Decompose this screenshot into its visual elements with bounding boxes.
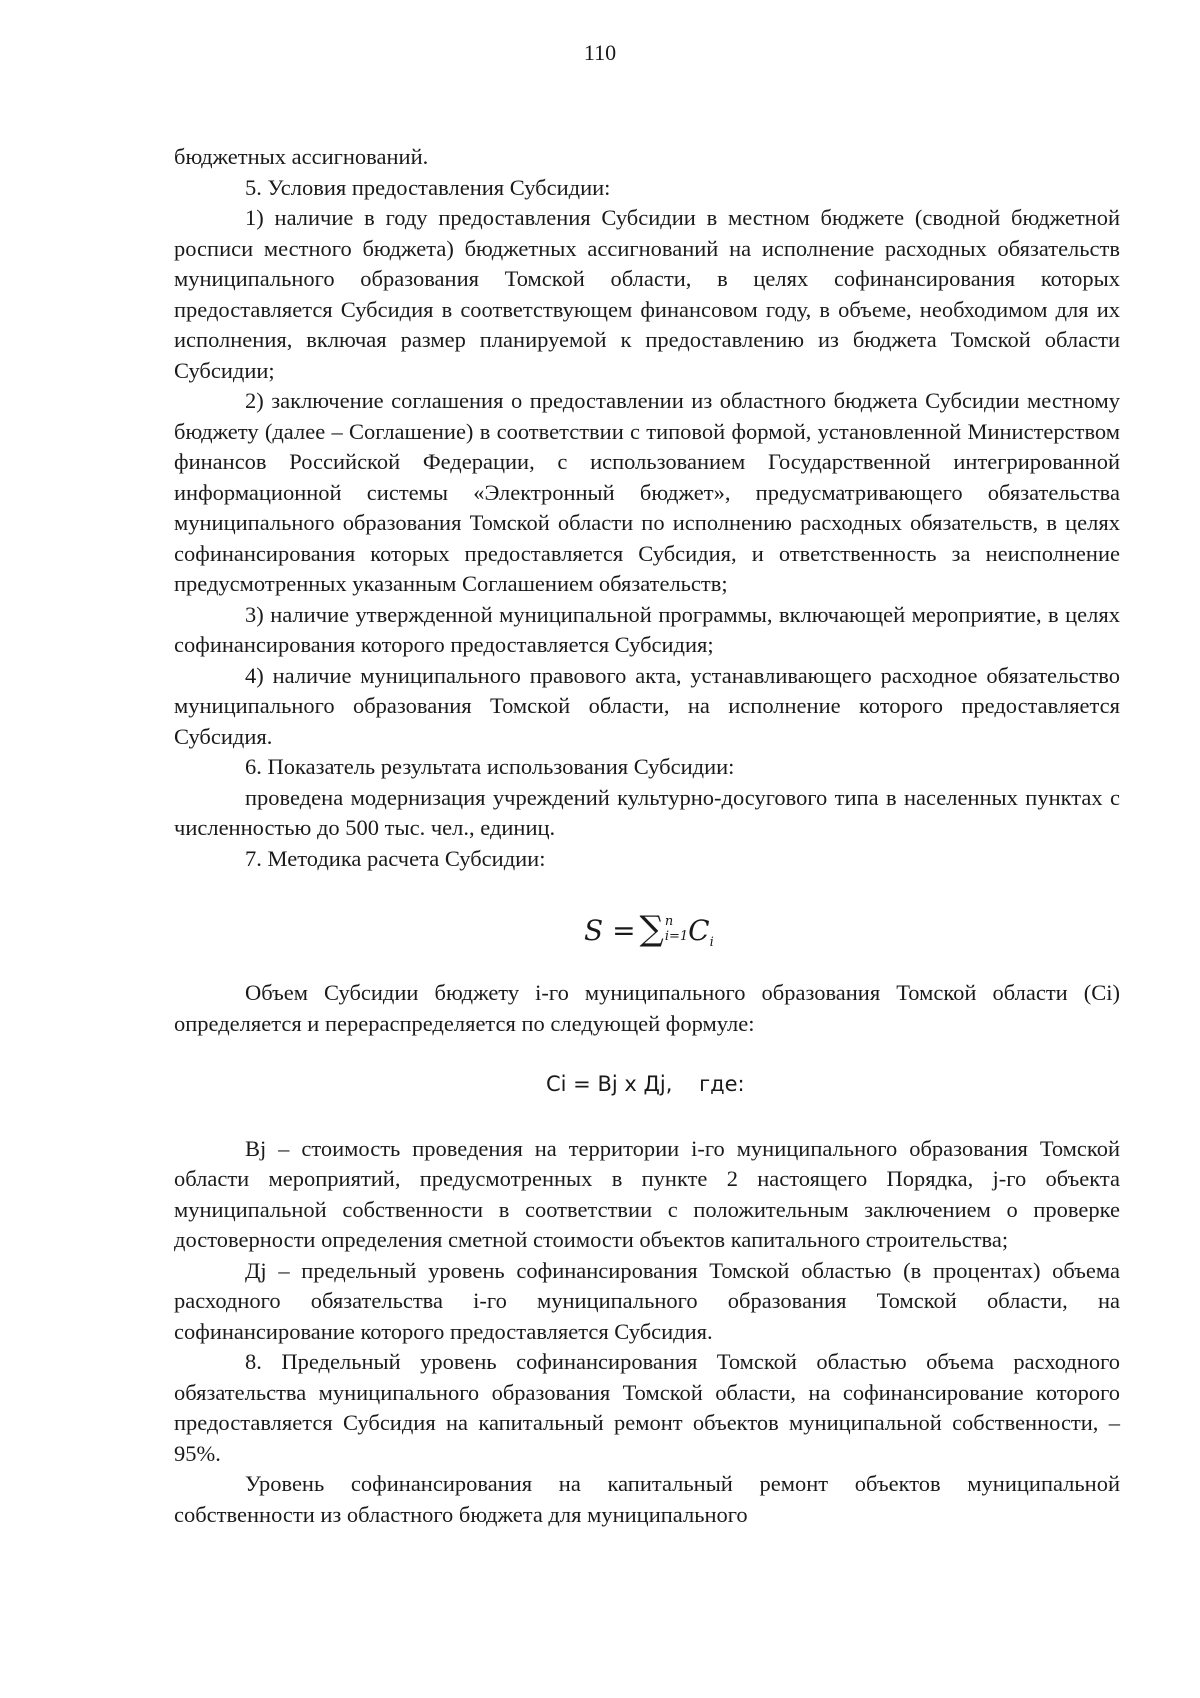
section-5-heading: 5. Условия предоставления Субсидии: [245, 174, 611, 200]
page-number: 110 [583, 40, 617, 65]
sum-formula [174, 904, 1120, 954]
sum-formula-lhs: S = [584, 914, 636, 947]
ci-formula: Ci = Вj x Дj, где: [546, 1072, 745, 1096]
cofinancing-level-paragraph: Уровень софинансирования на капитальный ремонт объектов муниципальной собственности из областного бюджета для муниципального [174, 1471, 1120, 1527]
sum-term: C [688, 914, 710, 947]
result-indicator: проведена модернизация учреждений культурно-досугового типа в населенных пунктах с численностью до 500 тыс. чел., единиц. [174, 784, 1120, 840]
condition-4: 4) наличие муниципального правового акта, устанавливающего расходное обязательство муниципального образования Томской области, на исполнение которого предоставляется Субсидия. [174, 662, 1120, 749]
condition-1: 1) наличие в году предоставления Субсидии в местном бюджете (сводной бюджетной росписи местного бюджета) бюджетных ассигнований на исполнение расходных обязательств муниципального образования Томской области, в целях софинансирования которых предоставляется Субсидия в соответствующем финансовом году, в объеме, необходимом для их исполнения, включая размер планируемой к предоставлению из бюджета Томской области Субсидии; [174, 205, 1120, 383]
subsidy-volume-description: Объем Субсидии бюджету i-го муниципального образования Томской области (Ci) определяется и перераспределяется по следующей формуле: [174, 980, 1120, 1036]
definition-dj: Дj – предельный уровень софинансирования Томской областью (в процентах) объема расходного обязательства i-го муниципального образования Томской области, на софинансирование которого предоставляется Субсидия. [174, 1257, 1120, 1344]
document-body [174, 142, 1120, 1530]
condition-2: 2) заключение соглашения о предоставлении из областного бюджета Субсидии местному бюджету (далее – Соглашение) в соответствии с типовой формой, установленной Министерством финансов Российской Федерации, с использованием Государственной интегрированной информационной системы «Электронный бюджет», предусматривающего обязательства муниципального образования Томской области по исполнению расходных обязательств, в целях софинансирования которых предоставляется Субсидия, и ответственность за неисполнение предусмотренных указанным Соглашением обязательств; [174, 388, 1120, 596]
sum-lower-limit: i=1 [664, 928, 689, 944]
section-8-paragraph: 8. Предельный уровень софинансирования Томской областью объема расходного обязательства муниципального образования Томской области, на софинансирование которого предоставляется Субсидия на капитальный ремонт объектов муниципальной собственности, – 95%. [174, 1349, 1120, 1466]
paragraph-continuation: бюджетных ассигнований. [174, 144, 429, 169]
sigma-symbol: ∑ [639, 909, 664, 949]
section-7-heading: 7. Методика расчета Субсидии: [245, 845, 546, 871]
section-6-heading: 6. Показатель результата использования Субсидии: [245, 754, 735, 779]
condition-3: 3) наличие утвержденной муниципальной программы, включающей мероприятие, в целях софинансирования которого предоставляется Субсидия; [174, 601, 1120, 657]
sum-upper-limit: n [664, 913, 674, 929]
sum-limits [665, 914, 688, 944]
sum-term-subscript: i [709, 935, 714, 950]
definition-bj: Вj – стоимость проведения на территории i-го муниципального образования Томской области мероприятий, предусмотренных в пункте 2 настоящего Порядка, j-го объекта муниципальной собственности в соответствии с положительным заключением о проверке достоверности определения сметной стоимости объектов капитального строительства; [174, 1135, 1120, 1252]
